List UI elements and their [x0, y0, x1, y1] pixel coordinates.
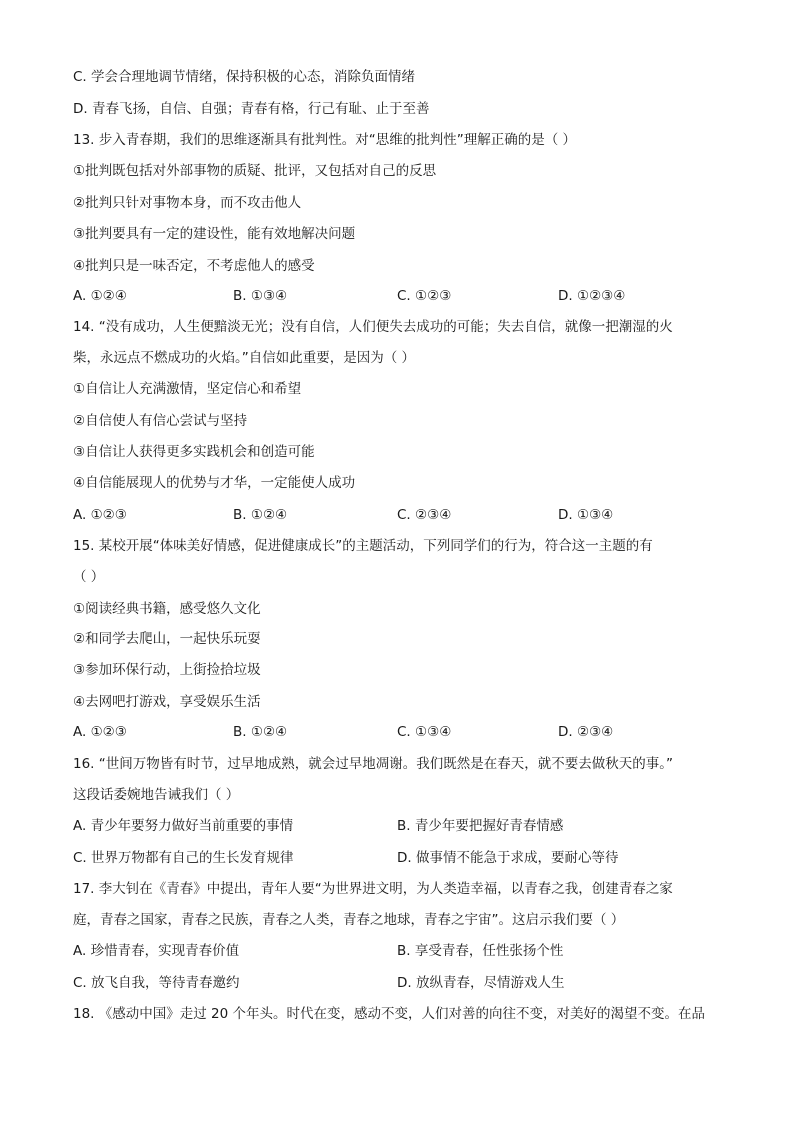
q15-item-4: ④去网吧打游戏，享受娱乐生活 — [73, 694, 261, 710]
q13-item-1: ①批判既包括对外部事物的质疑、批评，又包括对自己的反思 — [73, 163, 437, 179]
q14-item-4: ④自信能展现人的优势与才华，一定能使人成功 — [73, 475, 356, 491]
q16-option-b: B. 青少年要把握好青春情感 — [397, 818, 564, 834]
q15-option-b: B. ①②④ — [233, 724, 288, 740]
q14-option-a: A. ①②③ — [73, 507, 127, 523]
q15-stem-line2: （ ） — [73, 569, 105, 585]
q13-option-b: B. ①③④ — [233, 288, 288, 304]
q13-option-a: A. ①②④ — [73, 288, 127, 304]
q16-stem-line2: 这段话委婉地告诫我们（ ） — [73, 787, 240, 803]
q15-item-3: ③参加环保行动，上街捡拾垃圾 — [73, 662, 261, 678]
q18-stem-line1: 18. 《感动中国》走过 20 个年头。时代在变，感动不变，人们对善的向往不变，对美好的渴望不变。在品 — [73, 1006, 706, 1022]
q17-stem-line1: 17. 李大钊在《青春》中提出，青年人要“为世界进文明，为人类造幸福，以青春之我，创建青春之家 — [73, 881, 673, 897]
q16-stem-line1: 16. “世间万物皆有时节，过早地成熟，就会过早地凋谢。我们既然是在春天，就不要去做秋天的事。” — [73, 756, 673, 772]
q16-option-d: D. 做事情不能急于求成，要耐心等待 — [397, 850, 619, 866]
q12-option-c: C. 学会合理地调节情绪，保持积极的心态，消除负面情绪 — [73, 69, 416, 85]
q14-item-1: ①自信让人充满激情，坚定信心和希望 — [73, 381, 302, 397]
q17-option-c: C. 放飞自我，等待青春邀约 — [73, 975, 240, 991]
q13-option-c: C. ①②③ — [397, 288, 452, 304]
q15-option-d: D. ②③④ — [558, 724, 614, 740]
q17-option-a: A. 珍惜青春，实现青春价值 — [73, 943, 240, 959]
q14-stem-line2: 柴，永远点不燃成功的火焰。”自信如此重要，是因为（ ） — [73, 350, 416, 366]
q14-option-c: C. ②③④ — [397, 507, 452, 523]
q16-option-a: A. 青少年要努力做好当前重要的事情 — [73, 818, 294, 834]
q17-stem-line2: 庭，青春之国家，青春之民族，青春之人类，青春之地球，青春之宇宙”。这启示我们要（ ） — [73, 912, 625, 928]
q15-option-a: A. ①②③ — [73, 724, 127, 740]
q13-item-4: ④批判只是一味否定，不考虑他人的感受 — [73, 258, 315, 274]
q14-item-3: ③自信让人获得更多实践机会和创造可能 — [73, 444, 315, 460]
q12-option-d: D. 青春飞扬，自信、自强；青春有格，行己有耻、止于至善 — [73, 101, 430, 117]
q14-stem-line1: 14. “没有成功，人生便黯淡无光；没有自信，人们便失去成功的可能；失去自信，就像一把潮湿的火 — [73, 319, 673, 335]
q17-option-d: D. 放纵青春，尽情游戏人生 — [397, 975, 565, 991]
q13-item-3: ③批判要具有一定的建设性，能有效地解决问题 — [73, 226, 356, 242]
q15-option-c: C. ①③④ — [397, 724, 452, 740]
q13-stem: 13. 步入青春期，我们的思维逐渐具有批判性。对“思维的批判性”理解正确的是（ ） — [73, 132, 577, 148]
q13-item-2: ②批判只针对事物本身，而不攻击他人 — [73, 195, 302, 211]
q17-option-b: B. 享受青春，任性张扬个性 — [397, 943, 564, 959]
q15-item-1: ①阅读经典书籍，感受悠久文化 — [73, 601, 261, 617]
q16-option-c: C. 世界万物都有自己的生长发育规律 — [73, 850, 294, 866]
q14-option-b: B. ①②④ — [233, 507, 288, 523]
q15-item-2: ②和同学去爬山，一起快乐玩耍 — [73, 631, 261, 647]
q13-option-d: D. ①②③④ — [558, 288, 626, 304]
q15-stem-line1: 15. 某校开展“体味美好情感，促进健康成长”的主题活动，下列同学们的行为，符合这一主题的有 — [73, 538, 653, 554]
q14-option-d: D. ①③④ — [558, 507, 614, 523]
q14-item-2: ②自信使人有信心尝试与坚持 — [73, 413, 248, 429]
